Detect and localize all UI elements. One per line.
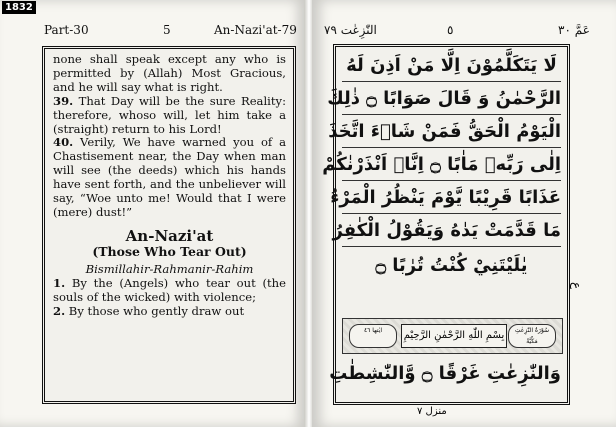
header-juz: عَمَّ ٣٠	[558, 23, 590, 37]
verse-number: 1.	[53, 275, 66, 290]
verse-number: 39.	[53, 93, 74, 108]
verse-39	[53, 95, 286, 137]
arabic-line: اِلٰى رَبِّهٖ مَاٰبًا ۝ اِنَّاۤ اَنْذَرْنٰكُمْ	[342, 150, 561, 181]
header-page-number: 5	[163, 23, 171, 37]
verse-number: 2.	[53, 303, 66, 318]
ruku-mark: ع	[570, 282, 584, 290]
arabic-line: يٰلَيْتَنِيْ كُنْتُ تُرٰبًا ۝	[375, 255, 528, 276]
verse-number: 40.	[53, 135, 74, 150]
bismillah: Bismillahir-Rahmanir-Rahim	[85, 261, 254, 276]
arabic-line: لَا يَتَكَلَّمُوْنَ اِلَّا مَنْ اَذِنَ لَهُ	[342, 51, 561, 82]
verse-40	[53, 136, 286, 219]
verse-text: By the (Angels) who tear out (the souls of the wicked) with violence;	[53, 275, 287, 304]
arabic-line: وَالنّٰزِعٰتِ غَرْقًا ۝ وَّالنّٰشِطٰتِ	[329, 363, 561, 384]
verse-2	[53, 305, 286, 319]
verse-text: Verily, We have warned you of a Chastisement near, the Day when man will see (the deeds) which his hands have sent forth, and the unbeliever will say, “Woe unto me! Would that I were (mere) dust!”	[53, 135, 286, 219]
sura-title: An-Nazi'at	[125, 226, 214, 245]
translation-body	[53, 53, 286, 318]
verse-continuation: none shall speak except any who is permitted by (Allah) Most Gracious, and he will say what is right.	[53, 52, 286, 94]
header-part: Part-30	[44, 23, 89, 37]
manzil-footer: منزل ٧	[417, 406, 447, 417]
arabic-line: مَا قَدَّمَتْ يَدٰهُ وَيَقُوْلُ الْكٰفِرُ	[342, 216, 561, 247]
banner-ayat-count: ايٰتها ٤٦	[349, 324, 397, 348]
header-page-number-arabic: ٥	[447, 23, 454, 37]
header-sura-arabic: النّٰزِعٰت ٧٩	[324, 23, 377, 37]
verse-1	[53, 277, 286, 305]
banner-sura-name: سُوْرَةُ النّٰزِعٰتِ مَكِّيَّةٌ	[508, 324, 556, 348]
left-page	[0, 0, 306, 427]
sura-banner	[342, 318, 563, 354]
banner-bismillah: بِسْمِ اللّٰهِ الرَّحْمٰنِ الرَّحِيْمِ	[401, 324, 507, 348]
verse-text: By those who gently draw out	[68, 303, 245, 318]
arabic-frame	[322, 44, 570, 405]
arabic-line: عَذَابًا قَرِيْبًا يَّوْمَ يَنْظُرُ الْمَرْءُ	[342, 183, 561, 214]
verse-text: That Day will be the sure Reality: therefore, whoso will, let him take a (straight) return to his Lord!	[53, 93, 287, 136]
arabic-line: الرَّحْمٰنُ وَ قَالَ صَوَابًا ۝ ذٰلِكَ	[342, 84, 561, 115]
sura-subtitle: (Those Who Tear Out)	[92, 243, 247, 259]
header-sura: An-Nazi'at-79	[214, 23, 297, 37]
arabic-line: الْيَوْمُ الْحَقُّ فَمَنْ شَاۤءَ اتَّخَذَ	[342, 117, 561, 148]
page-id-badge: 1832	[2, 1, 36, 14]
text-frame	[42, 46, 296, 404]
